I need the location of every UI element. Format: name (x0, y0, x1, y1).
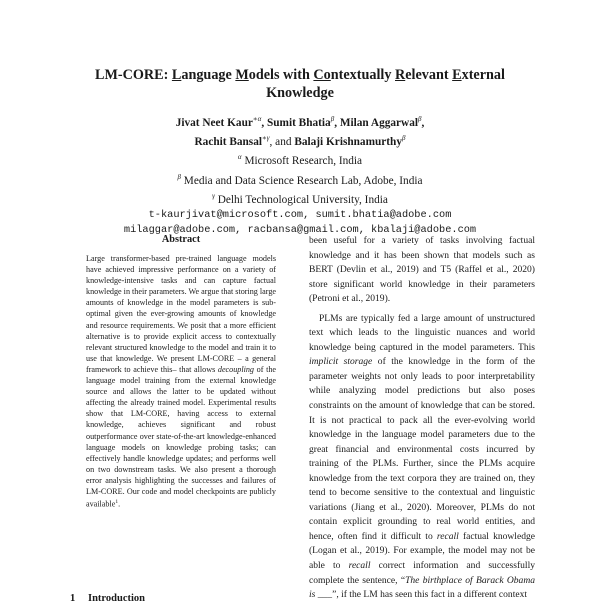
text-emphasis: The birthplace of Barack Obama is ___ (309, 574, 535, 601)
affiliation-marker: α (237, 153, 242, 162)
title-lead: LM-CORE: (95, 67, 172, 83)
title-initial: L (171, 67, 182, 83)
body-paragraph: been useful for a variety of tasks involving factual knowledge and it has been shown that models such as BERT (Devlin et al., 2019) and T5 (Raffel et al., 2020) store significant world knowledge in their parameters (Petroni et al., 2019). (309, 235, 535, 305)
author-marker: β (330, 115, 335, 123)
paper-title (40, 66, 560, 102)
title-word: xternal (461, 67, 505, 83)
author-separator: , (421, 116, 425, 129)
abstract-text (86, 253, 276, 510)
affiliation (40, 150, 560, 169)
affiliation-name: Delhi Technological University, India (217, 193, 388, 206)
email-line: milaggar@adobe.com, racbansa@gmail.com, kbalaji@adobe.com (123, 224, 477, 237)
left-column (86, 233, 276, 510)
author-marker: β (417, 115, 422, 123)
abstract-emphasis: decoupling (217, 364, 254, 374)
author-name: Jivat Neet Kaur (175, 116, 253, 129)
author-name: Rachit Bansal (194, 135, 262, 148)
author-line-1 (40, 112, 560, 131)
title-word: ntextually (330, 67, 395, 83)
author-name: Balaji Krishnamurthy (294, 135, 402, 148)
author-line-2 (40, 131, 560, 150)
title-initial: E (452, 67, 462, 83)
title-word: elevant (405, 67, 453, 83)
abstract-run: . (118, 499, 121, 509)
author-separator: , and (269, 135, 292, 148)
abstract-heading: Abstract (161, 234, 201, 245)
text-run: factual knowledge (Logan et al., 2019). For example, the model may not be able to (309, 530, 535, 572)
title-initial: M (235, 67, 249, 83)
title-initial: Co (313, 67, 331, 83)
affiliation (40, 189, 560, 208)
text-emphasis: recall (436, 530, 459, 542)
title-word: anguage (181, 67, 236, 83)
author-separator: , (261, 116, 265, 129)
abstract-run: Large transformer-based pre-trained language models have achieved impressive performance on a variety of knowledge-intensive tasks and can capture factual knowledge in their parameters. We argue that storing large amounts of knowledge in the model parameters is sub-optimal given the ever-growing amounts of knowledge and resource requirements. We posit that a more efficient alternative is to provide explicit access to contextually relevant structured knowledge to the model and train it to use that knowledge. We present LM-CORE – a general framework to achieve this– that allows (86, 254, 276, 374)
body-paragraph (309, 312, 535, 603)
abstract-run: of the language model training from the external knowledge source and allows the latter to be updated without affecting the already trained model. Experimental results show that LM-CORE, having access to external knowledge, achieves significant and robust outperformance over state-of-the-art knowledge-enhanced language models on knowledge probing tasks; can effectively handle knowledge updates; and performs well on two downstream tasks. We also present a thorough error analysis highlighting the successes and failures of LM-CORE. Our code and model checkpoints are publicly available (86, 364, 276, 509)
right-column (309, 234, 535, 603)
text-run: PLMs are typically fed a large amount of unstructured text which leads to the linguistic nuances and world knowledge being captured in the model parameters. This (309, 312, 535, 353)
affiliation (40, 170, 560, 189)
author-separator: , (334, 116, 338, 129)
affiliation-marker: β (177, 172, 181, 181)
author-block (40, 112, 560, 239)
title-initial: R (395, 67, 406, 83)
footnote-marker: 1 (115, 499, 119, 506)
author-marker: β (401, 134, 406, 143)
text-run: of the knowledge in the form of the parameter weights not only leads to poor interpretability while analyzing model predictions but also poses constraints on the amount of knowledge that can be stored. It is not practical to pack all the ever-evolving world knowledge in the language model parameters due to the great financial and environmental costs incurred by training of the PLMs. Further, since the PLMs acquire knowledge from the text corpora they are trained on, they tend to become sensitive to the contextual and linguistic variations (Jiang et al., 2020). Moreover, PLMs do not contain explicit grounding to real world entities, and hence, often find it difficult to (309, 356, 535, 542)
section-heading (70, 593, 145, 604)
affiliation-name: Media and Data Science Research Lab, Adobe, India (183, 174, 423, 187)
title-word: odels with (248, 67, 314, 83)
text-emphasis: implicit storage (309, 356, 373, 368)
section-number: 1 (70, 593, 76, 604)
section-title: Introduction (88, 593, 145, 604)
text-run: correct information and successfully complete the sentence, “ (309, 560, 535, 586)
email-line: t-kaurjivat@microsoft.com, sumit.bhatia@adobe.com (148, 208, 452, 221)
affiliation-name: Microsoft Research, India (244, 155, 363, 168)
text-emphasis: recall (348, 560, 371, 572)
title-line-2: Knowledge (266, 85, 334, 101)
author-marker: ∗α (252, 115, 262, 123)
author-name: Milan Aggarwal (339, 116, 418, 129)
author-name: Sumit Bhatia (266, 116, 331, 129)
affiliation-marker: γ (212, 191, 215, 200)
author-marker: ∗γ (262, 134, 270, 143)
text-run: ”, if the LM has seen this fact in a different context (332, 589, 528, 601)
